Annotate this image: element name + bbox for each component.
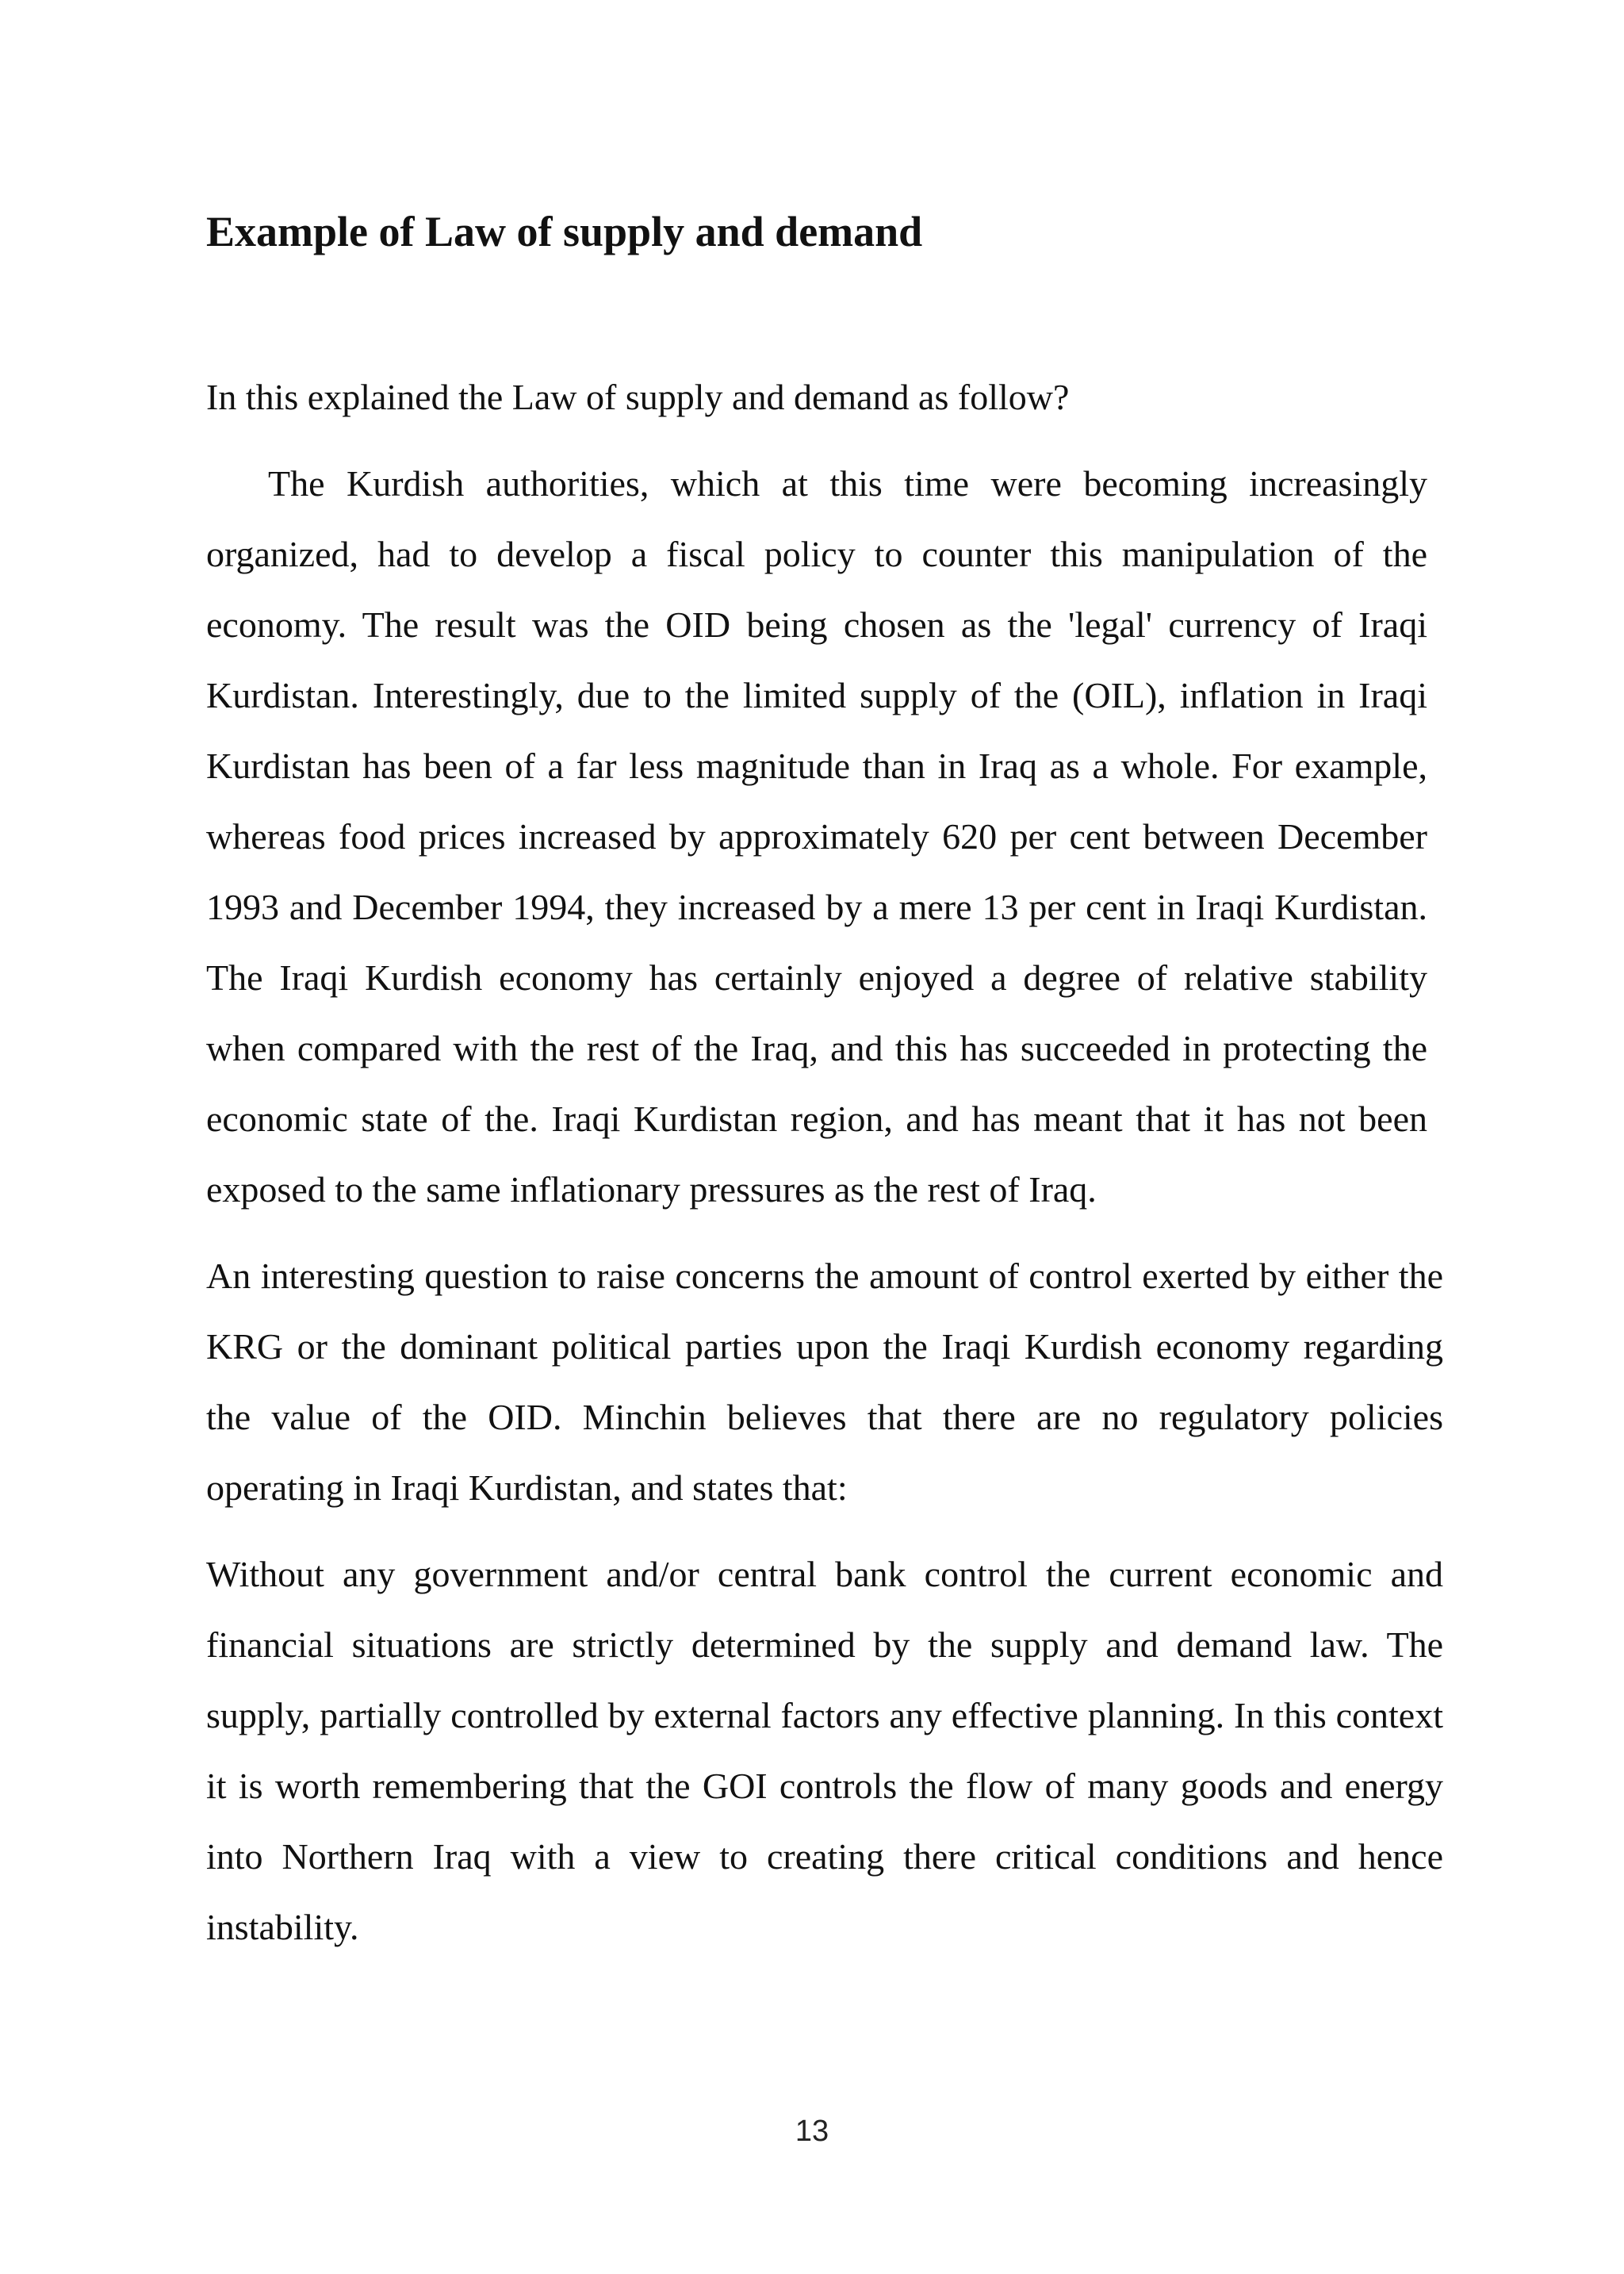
- page-heading: Example of Law of supply and demand: [206, 208, 923, 255]
- intro-line: In this explained the Law of supply and demand as follow?: [206, 377, 1070, 417]
- page-number: 13: [795, 2115, 829, 2148]
- paragraph-kurdish-authorities: The Kurdish authorities, which at this time were becoming increasingly organized, had to develop a fiscal policy to counter this manipulation of the economy. The result was the OID being chosen as the 'legal' currency of Iraqi Kurdistan. Interestingly, due to the limited supply of the (OIL), inflation in Iraqi Kurdistan has been of a far less magnitude than in Iraq as a whole. For example, whereas food prices increased by approximately 620 per cent between December 1993 and December 1994, they increased by a mere 13 per cent in Iraqi Kurdistan. The Iraqi Kurdish economy has certainly enjoyed a degree of relative stability when compared with the rest of the Iraq, and this has succeeded in protecting the economic state of the. Iraqi Kurdistan region, and has meant that it has not been exposed to the same inflationary pressures as the rest of Iraq.: [206, 463, 1427, 1210]
- page-content: [206, 200, 1443, 1962]
- paragraph-interesting-question: An interesting question to raise concerns the amount of control exerted by either the KRG or the dominant political parties upon the Iraqi Kurdish economy regarding the value of the OID. Minchin believes that there are no regulatory policies operating in Iraqi Kurdistan, and states that:: [206, 1256, 1443, 1508]
- paragraph-quotation: Without any government and/or central bank control the current economic and financial situations are strictly determined by the supply and demand law. The supply, partially controlled by external factors any effective planning. In this context it is worth remembering that the GOI controls the flow of many goods and energy into Northern Iraq with a view to creating there critical conditions and hence instability.: [206, 1554, 1443, 1947]
